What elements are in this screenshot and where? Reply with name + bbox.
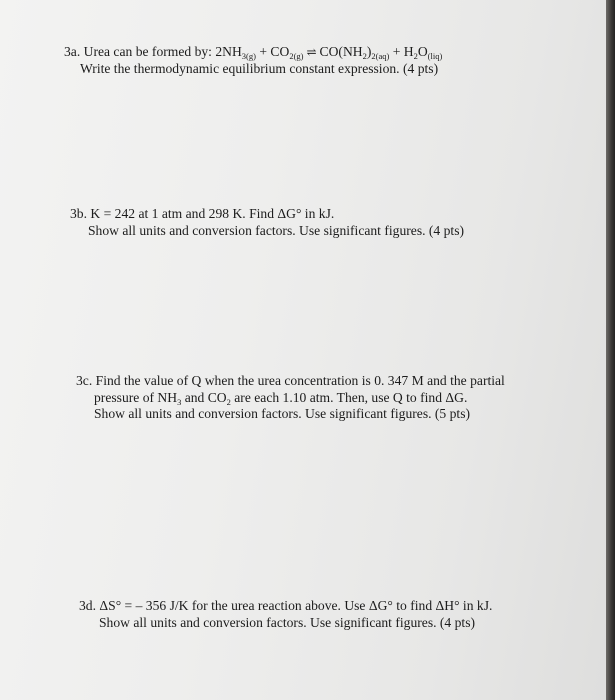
question-3b-instruction: Show all units and conversion factors. Use significant figures. (4 pts) (88, 222, 465, 238)
question-3b (70, 206, 464, 239)
question-3a-equation: 3a. Urea can be formed by: $2NH_{3(g)} + CO_{2(g)}$ ⇌ $CO(NH_2)_{2(aq)} + H_2O_{(liq)}$ (64, 44, 443, 61)
question-3c-instruction: Show all units and conversion factors. Use significant figures. (5 pts) (94, 406, 471, 421)
equilibrium-arrow-icon: ⇌ (306, 45, 317, 59)
question-3d-prompt: 3d. ΔS° = – 356 J/K for the urea reaction above. Use ΔG° to find ΔH° in kJ. (79, 598, 493, 613)
question-3c-prompt: 3c. Find the value of Q when the urea concentration is 0. 347 M and the partial (76, 373, 505, 388)
question-3c (76, 373, 505, 423)
question-3b-prompt: 3b. K = 242 at 1 atm and 298 K. Find ΔG° in kJ. (70, 206, 335, 221)
page-edge-shadow (606, 0, 615, 700)
question-3d (79, 598, 492, 631)
question-3d-instruction: Show all units and conversion factors. Use significant figures. (4 pts) (99, 614, 476, 630)
question-3c-conditions: pressure of $NH_3$ and $CO_2$ are each 1.10 atm. Then, use Q to find ΔG. (94, 389, 468, 407)
question-3a-instruction: Write the thermodynamic equilibrium constant expression. (4 pts) (80, 60, 439, 76)
question-3a (64, 44, 442, 77)
